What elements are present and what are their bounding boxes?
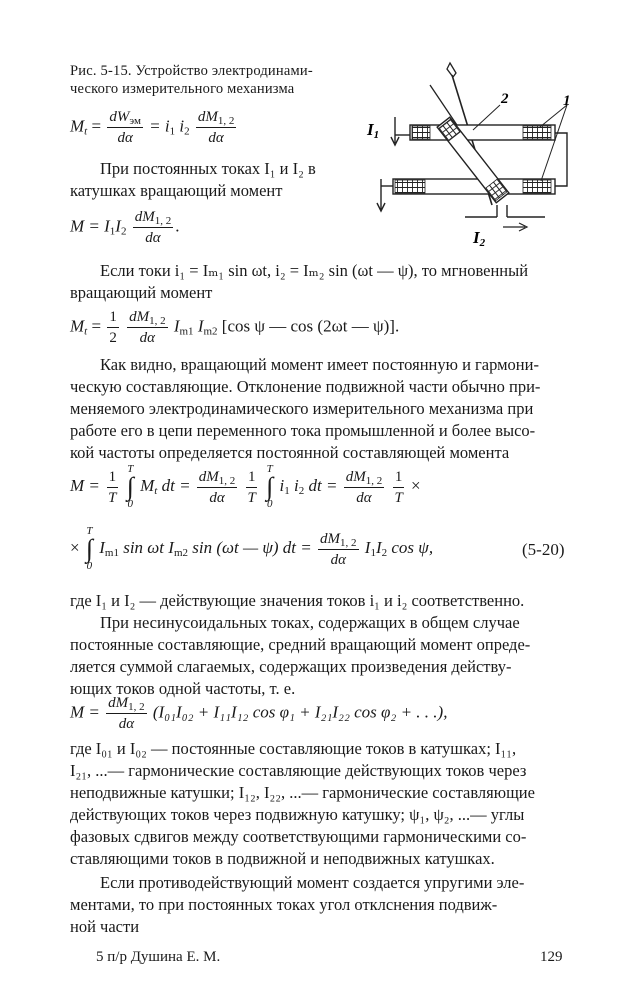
label-current-i1: I1 <box>367 120 380 141</box>
para5-line-1: Если противодействующий момент создается упругими эле- <box>100 873 525 892</box>
para4-line-2: I₂₁, ...— гармонические составляющие действующих токов через <box>70 761 527 780</box>
integral-sign: T ∫ 0 <box>126 463 134 510</box>
label-2: 2 <box>501 91 509 107</box>
equation-number: (5-20) <box>522 540 565 559</box>
para5-line-2: ментами, то при постоянных токах угол отклснения подвиж- <box>70 895 498 914</box>
formula-mean-torque-b: × T ∫ 0 $I_{m1}$ sin ωt $I_{m2}$ sin (ωt — ψ) dt = $\frac{dM_{1, 2}}{d\alpha}$ $I_1I_2$ cos ψ, <box>70 525 434 572</box>
para1-line-4: работе его в цепи переменного тока промышленной и более высо- <box>70 421 536 440</box>
para1-line-5: кой частоты определяется постоянной составляющей момента <box>70 443 510 462</box>
para1-line-3: меняемого электродинамического измерительного механизма при <box>70 399 534 418</box>
para1-line-2: ческую составляющие. Отклонение подвижной части обычно при- <box>70 377 541 396</box>
formula-mean-torque-a: M = $\frac{1}{T}$ T ∫ 0 $M_t$ dt = $\frac{dM_{1, 2}}{d\alpha}$ $\frac{1}{T}$ T ∫ 0 $i_1$ $i_2$ dt = $\frac{dM_{1, 2}}{d\alpha}$ $\frac{1}{T}$ × <box>70 463 421 510</box>
text-constant-currents-1: При постоянных токах I₁ и I₂ в <box>100 159 316 178</box>
page-number: 129 <box>540 949 563 965</box>
fixed-coil-lower <box>393 179 555 194</box>
para3-line-1: При несинусоидальных токах, содержащих в общем случае <box>100 613 520 632</box>
current-leads-left <box>377 117 410 211</box>
electrodynamic-mechanism-figure <box>355 55 585 255</box>
formula-instant-torque: $M_t$ = $\frac{1}{2}$ $\frac{dM_{1, 2}}{d\alpha}$ $I_{m1}$ $I_{m2}$ [cos ψ — cos (2ωt — ψ)]. <box>70 309 400 346</box>
para4-line-4: действующих токов через подвижную катушку; ψ₁, ψ₂, ...— углы <box>70 805 525 824</box>
para5-line-3: ной части <box>70 917 140 936</box>
label-current-i2: I2 <box>473 228 486 249</box>
label-1: 1 <box>563 93 571 109</box>
text-ac-currents-1: Если токи i₁ = Iₘ₁ sin ωt, i₂ = Iₘ₂ sin (ωt — ψ), то мгновенный <box>100 261 529 280</box>
coil-connection-wire <box>555 133 567 186</box>
figure-caption-line-1: Рис. 5-15. Устройство электродинами- <box>70 63 313 79</box>
para3-line-4: ющих токов одной частоты, т. е. <box>70 679 296 698</box>
para4-line-1: где I₀₁ и I₀₂ — постоянные составляющие токов в катушках; I₁₁, <box>70 739 517 758</box>
footer-signature: 5 п/р Душина Е. М. <box>96 949 221 965</box>
formula-torque-energy: $M_t$ = $\frac{dW_{эм}}{d\alpha}$ = $i_1$ $i_2$ $\frac{dM_{1, 2}}{d\alpha}$ <box>70 109 235 146</box>
figure-caption-line-2: ческого измерительного механизма <box>70 81 295 97</box>
integral-sign: T ∫ 0 <box>85 525 93 572</box>
formula-nonsinusoidal: M = $\frac{dM_{1, 2}}{d\alpha}$ (I₀₁I₀₂ + I₁₁I₁₂ cos φ₁ + I₂₁I₂₂ cos φ₂ + . . .), <box>70 695 448 732</box>
fixed-coil-upper <box>410 125 555 140</box>
para3-line-2: постоянные составляющие, средний вращающий момент опреде- <box>70 635 531 654</box>
text-constant-currents-2: катушках вращающий момент <box>70 181 283 200</box>
leader-line-1b <box>541 105 567 181</box>
formula-torque-dc: $M = I_1I_2$ $\frac{dM_{1, 2}}{d\alpha}$ . <box>70 209 180 246</box>
integral-sign: T ∫ 0 <box>266 463 274 510</box>
para4-line-3: неподвижные катушки; I₁₂, I₂₂, ...— гармонические составляющие <box>70 783 535 802</box>
para4-line-5: фазовых сдвигов между соответствующими гармоническими со- <box>70 827 527 846</box>
text-ac-currents-2: вращающий момент <box>70 283 213 302</box>
para4-line-6: ставляющими токов в подвижной и неподвижных катушках. <box>70 849 495 868</box>
para3-line-3: ляется суммой слагаемых, содержащих произведения действу- <box>70 657 512 676</box>
para2-line-1: где I₁ и I₂ — действующие значения токов i₁ и i₂ соответственно. <box>70 591 525 610</box>
para1-line-1: Как видно, вращающий момент имеет постоянную и гармони- <box>100 355 539 374</box>
